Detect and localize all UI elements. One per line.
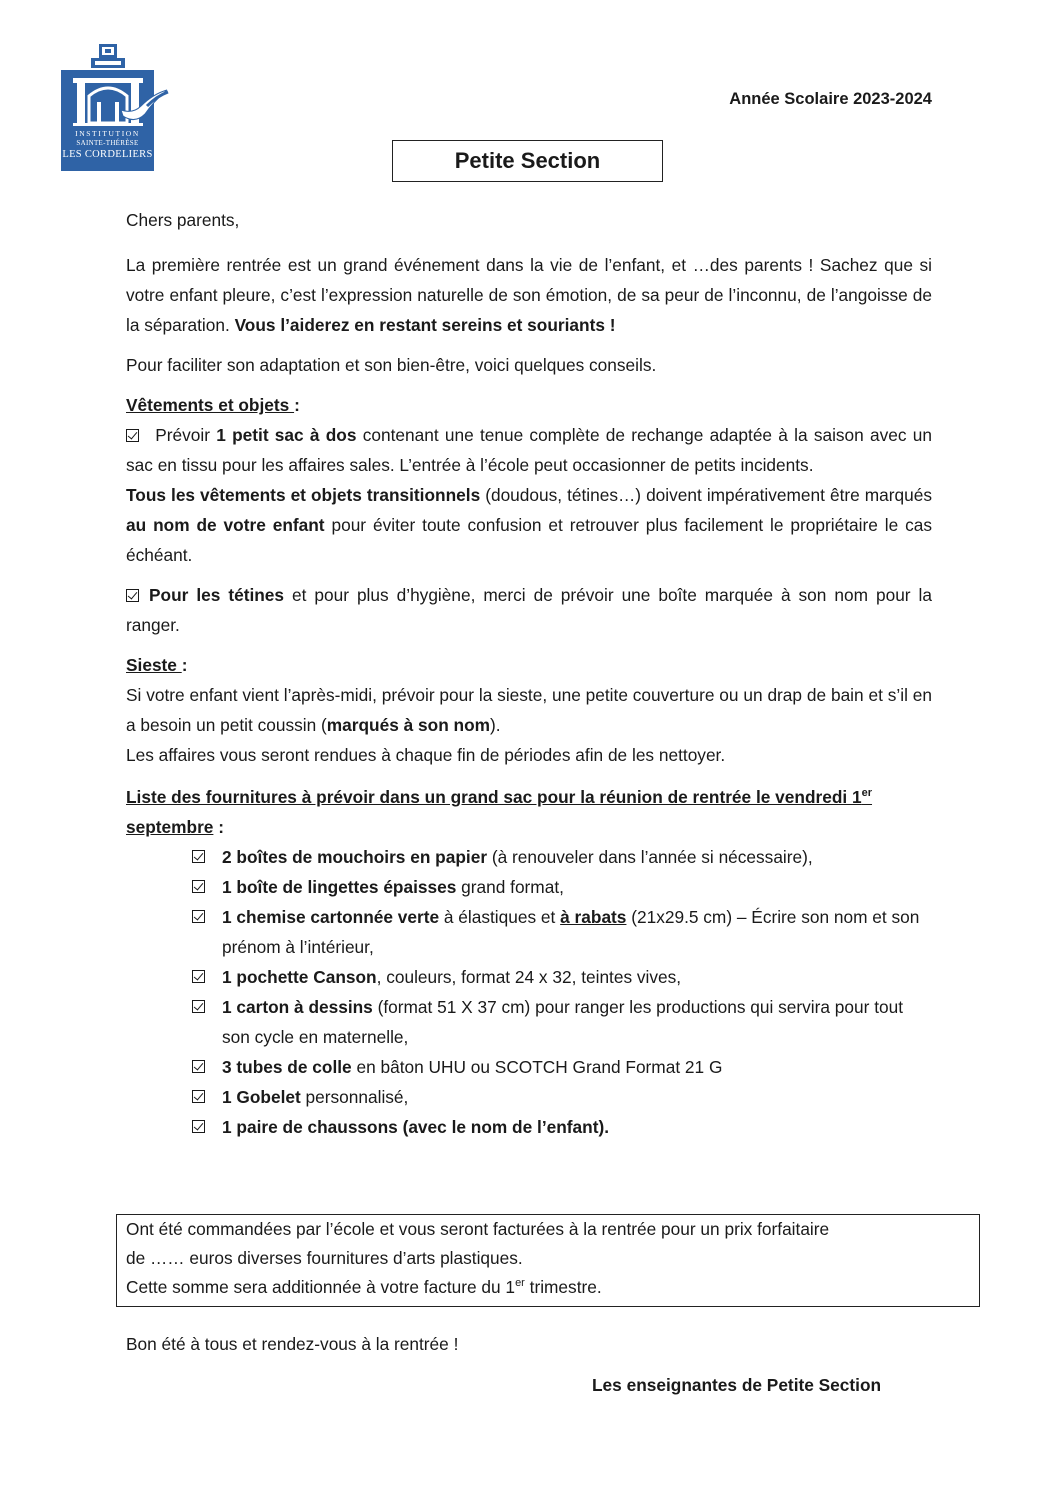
clothing-heading-line — [126, 390, 932, 420]
list-item — [126, 1082, 932, 1112]
nap-section — [126, 650, 932, 770]
checkbox-icon — [126, 429, 139, 442]
clothing-item-1-bold: 1 petit sac à dos — [216, 425, 357, 445]
supplies-heading-line — [126, 782, 932, 842]
supply-text: (à renouveler dans l’année si nécessaire), — [487, 847, 813, 867]
supply-bold: 1 pochette Canson — [222, 967, 377, 987]
list-item — [126, 992, 932, 1052]
checkbox-icon — [192, 970, 205, 983]
supplies-heading-sup: er — [861, 787, 873, 800]
supply-bold-underlined: à rabats — [560, 907, 627, 927]
list-item — [126, 1052, 932, 1082]
closing-line: Bon été à tous et rendez-vous à la rentrée ! — [126, 1334, 459, 1354]
clothing-item-2-text: et pour plus d’hygiène, merci de prévoir une boîte marquée à son nom pour la ranger. — [126, 585, 932, 635]
signature: Les enseignantes de Petite Section — [592, 1375, 882, 1395]
nap-heading-line — [126, 650, 932, 680]
supply-text: en bâton UHU ou SCOTCH Grand Format 21 G — [351, 1057, 723, 1077]
school-year: Année Scolaire 2023-2024 — [729, 90, 932, 108]
clothing-heading: Vêtements et objets — [126, 395, 295, 415]
notice-line-3-post: trimestre. — [524, 1277, 602, 1297]
nap-colon: : — [181, 655, 188, 675]
supply-bold: 1 boîte de lingettes épaisses — [222, 877, 457, 897]
notice-line-3-sup: er — [515, 1277, 525, 1290]
clothing-item-2 — [126, 580, 932, 640]
supplies-colon: : — [213, 817, 224, 837]
clothing-section — [126, 390, 932, 640]
checkbox-icon — [192, 880, 205, 893]
clothing-colon: : — [294, 395, 300, 415]
supply-bold: 1 Gobelet — [222, 1087, 301, 1107]
nap-bold: marqués à son nom — [326, 715, 491, 735]
nap-heading: Sieste — [126, 655, 182, 675]
checkbox-icon — [192, 1090, 205, 1103]
school-logo — [61, 44, 169, 172]
notice-line-3-pre: Cette somme sera additionnée à votre facture du 1 — [126, 1277, 516, 1297]
checkbox-icon — [192, 1060, 205, 1073]
nap-text-1: Si votre enfant vient l’après-midi, prévoir pour la sieste, une petite couverture ou un drap de bain et s’il en a besoin un petit coussin ( — [126, 685, 932, 735]
page-title: Petite Section — [392, 140, 663, 182]
intro-bold: Vous l’aiderez en restant sereins et souriants ! — [234, 315, 616, 335]
supply-list — [126, 842, 932, 1142]
school-crest-icon — [61, 44, 169, 134]
clothing-item-1-post: contenant une tenue complète de rechange adaptée à la saison avec un sac en tissu pour les affaires sales. L’entrée à l’école peut occasionner de petits incidents. — [126, 425, 932, 475]
checkbox-icon — [126, 589, 139, 602]
list-item — [126, 902, 932, 962]
checkbox-icon — [192, 910, 205, 923]
checkbox-icon — [192, 1120, 205, 1133]
supply-text: (format 51 X 37 cm) pour ranger les productions qui servira pour tout son cycle en maternelle, — [222, 997, 904, 1047]
logo-line-3: LES CORDELIERS — [62, 149, 153, 160]
clothing-item-2-bold: Pour les tétines — [149, 585, 285, 605]
fees-notice-box — [116, 1214, 980, 1307]
notice-line-3 — [126, 1273, 970, 1302]
supply-text: , couleurs, format 24 x 32, teintes vives, — [376, 967, 682, 987]
clothing-labels-text-1: (doudous, tétines…) doivent impérativement être marqués — [480, 485, 933, 505]
notice-line-2: de …… euros diverses fournitures d’arts plastiques. — [126, 1248, 523, 1268]
clothing-item-1-pre: Prévoir — [149, 425, 217, 445]
checkbox-icon — [192, 850, 205, 863]
supply-bold: 1 carton à dessins — [222, 997, 373, 1017]
clothing-labels-paragraph — [126, 480, 932, 570]
nap-paragraph — [126, 680, 932, 740]
supplies-heading-end: septembre — [126, 817, 214, 837]
supply-text-2: (21x29.5 cm) – Écrire son nom et son prénom à l’intérieur, — [222, 907, 920, 957]
supplies-heading-text: Liste des fournitures à prévoir dans un grand sac pour la réunion de rentrée le vendredi 1 — [126, 787, 862, 807]
clothing-labels-text-2: pour éviter toute confusion et retrouver plus facilement le propriétaire le cas échéant. — [126, 515, 932, 565]
clothing-labels-bold-1: Tous les vêtements et objets transitionnels — [126, 485, 481, 505]
intro-text: La première rentrée est un grand événement dans la vie de l’enfant, et …des parents ! Sachez que si votre enfant pleure, c’est l’expression naturelle de son émotion, de sa peur de l’inconnu, de l’angoisse de la séparation. — [126, 255, 932, 335]
clothing-item-1 — [126, 420, 932, 480]
advice-paragraph: Pour faciliter son adaptation et son bien-être, voici quelques conseils. — [126, 355, 657, 375]
list-item — [126, 842, 932, 872]
list-item — [126, 1112, 932, 1142]
checkbox-icon — [192, 1000, 205, 1013]
list-item — [126, 872, 932, 902]
supply-bold: 1 paire de chaussons (avec le nom de l’enfant). — [222, 1117, 610, 1137]
supplies-section — [126, 782, 932, 1142]
supply-bold: 2 boîtes de mouchoirs en papier — [222, 847, 488, 867]
nap-text-2: ). — [490, 715, 501, 735]
supply-bold: 1 chemise cartonnée verte — [222, 907, 440, 927]
greeting: Chers parents, — [126, 210, 240, 230]
clothing-labels-bold-2: au nom de votre enfant — [126, 515, 325, 535]
supply-text: grand format, — [456, 877, 564, 897]
intro-paragraph — [126, 250, 932, 340]
nap-return-note: Les affaires vous seront rendues à chaque fin de périodes afin de les nettoyer. — [126, 745, 726, 765]
supply-bold: 3 tubes de colle — [222, 1057, 352, 1077]
notice-line-1: Ont été commandées par l’école et vous seront facturées à la rentrée pour un prix forfaitaire — [126, 1219, 830, 1239]
logo-line-1: INSTITUTION — [75, 129, 140, 138]
list-item — [126, 962, 932, 992]
letter-body — [126, 205, 932, 1142]
logo-line-2: SAINTE-THÉRÈSE — [76, 139, 139, 147]
supplies-heading — [126, 787, 872, 807]
supply-text: personnalisé, — [300, 1087, 409, 1107]
supply-text: à élastiques et — [439, 907, 561, 927]
